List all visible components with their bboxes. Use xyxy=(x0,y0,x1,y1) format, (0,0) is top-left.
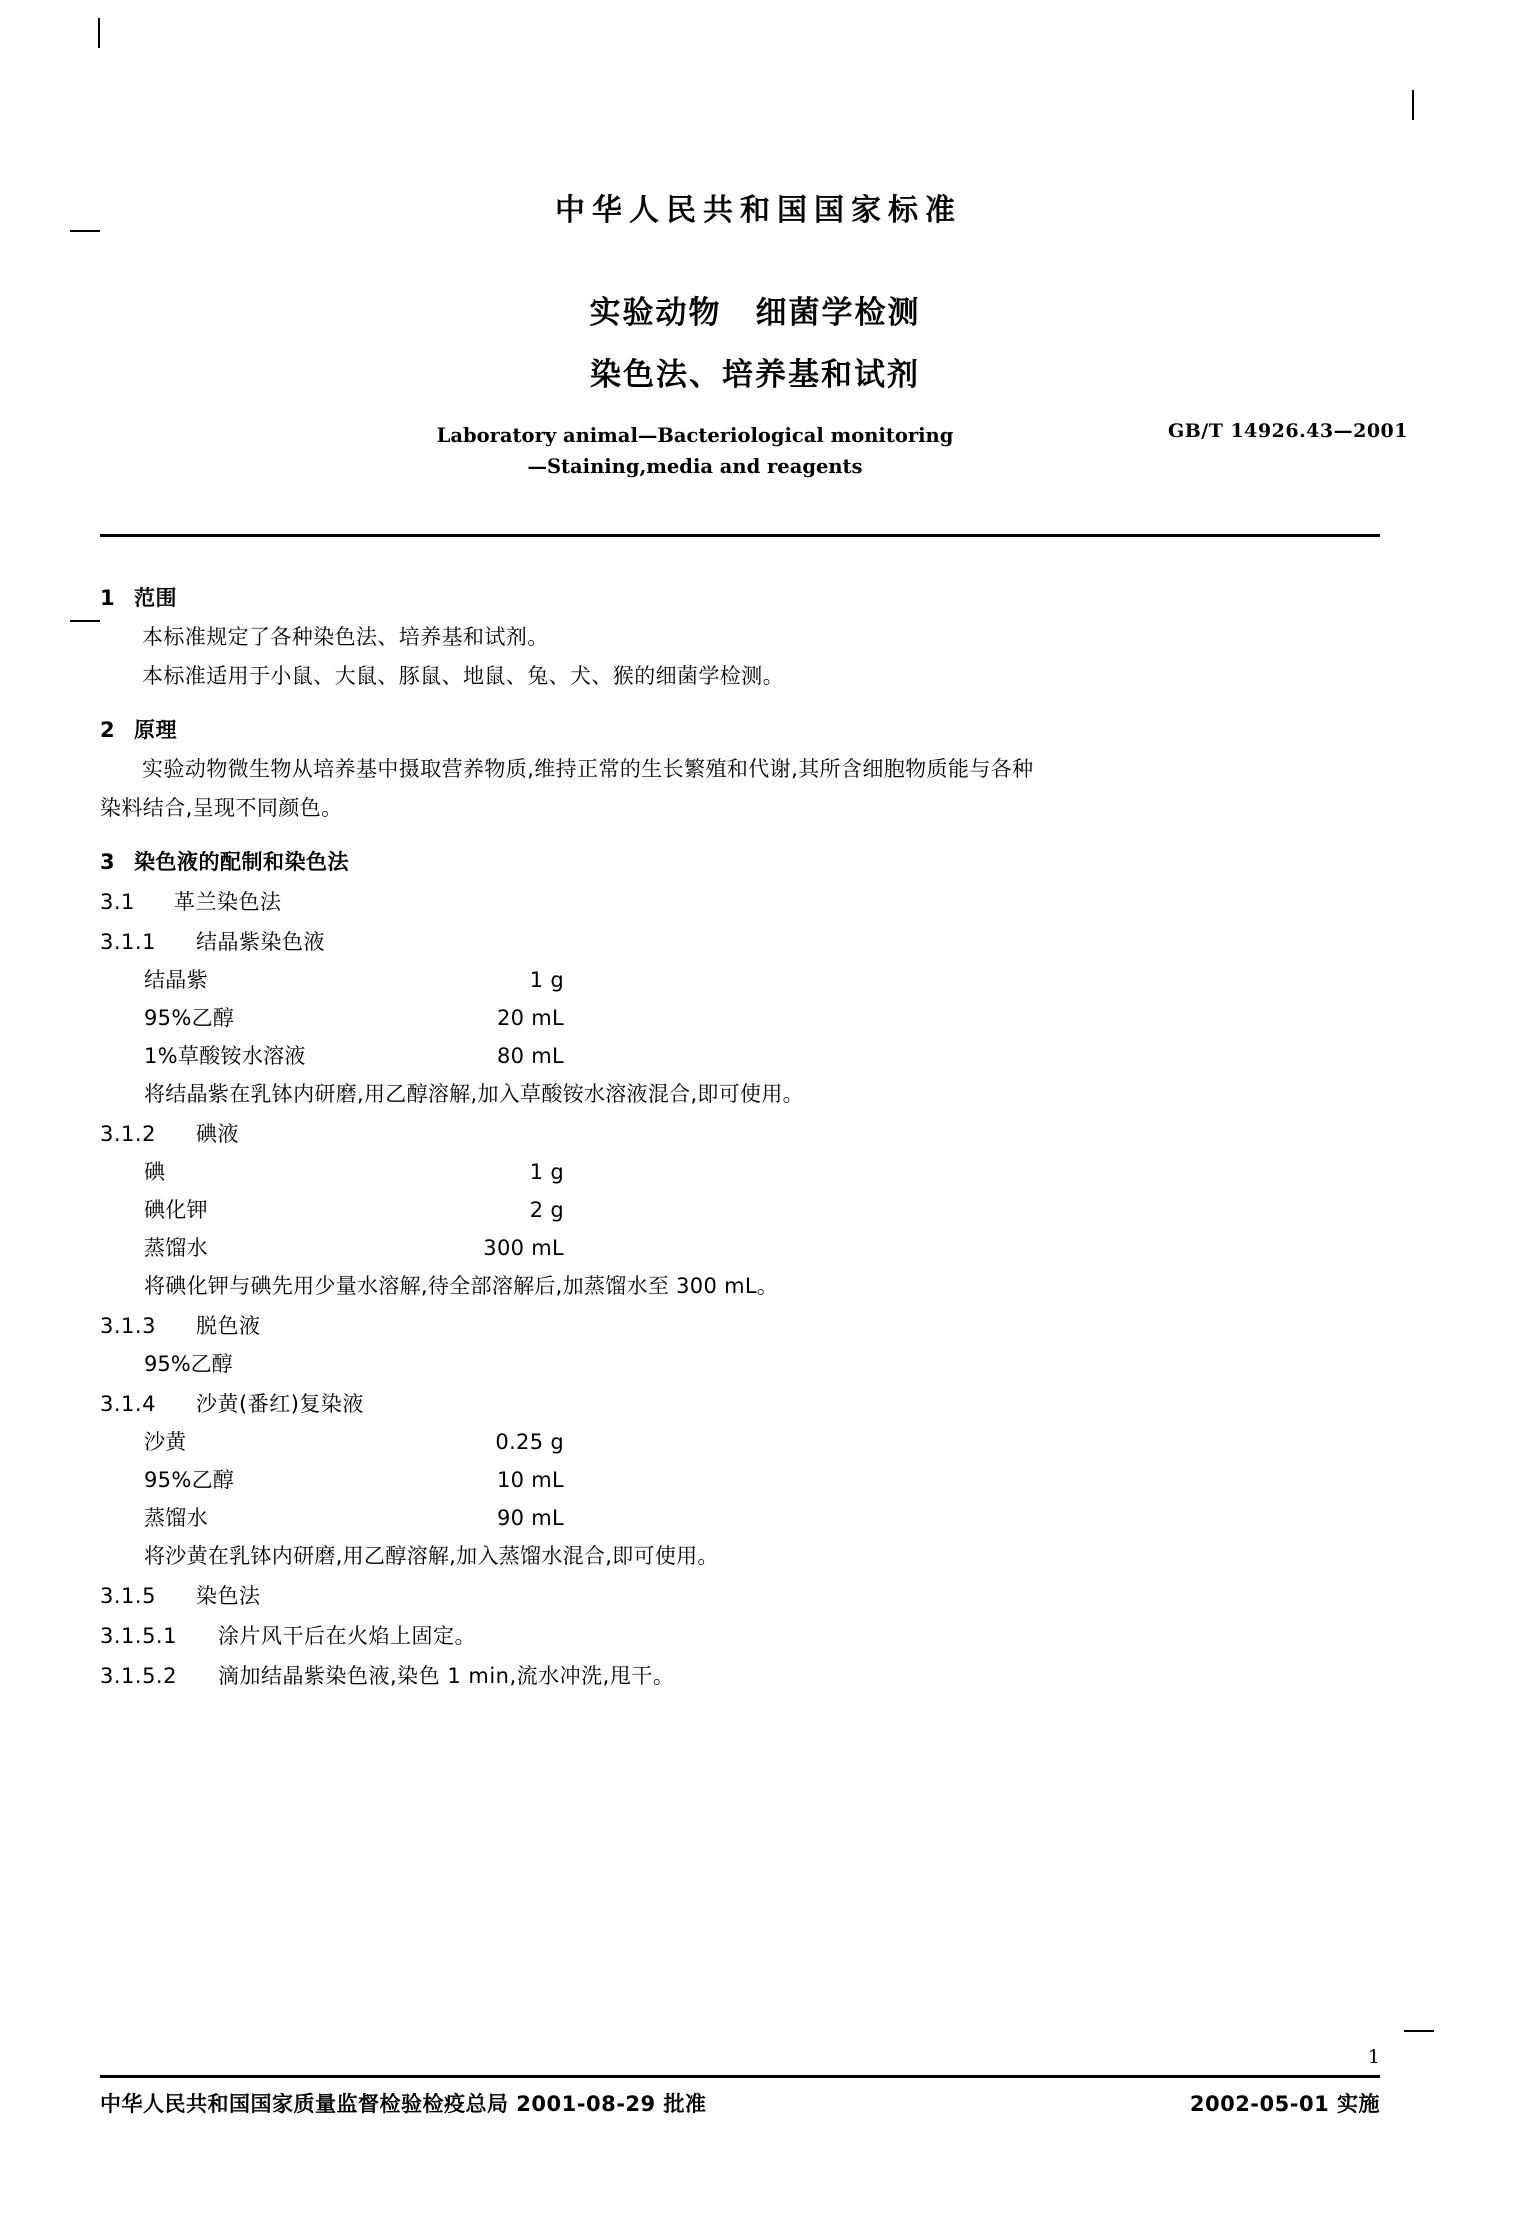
page-number: 1 xyxy=(1367,2046,1380,2068)
clause-3-1-4-title: 沙黄(番红)复染液 xyxy=(196,1392,364,1417)
ingredient-row xyxy=(100,1155,1410,1189)
footer-implementation-text: 2002-05-01 实施 xyxy=(1189,2092,1380,2116)
clause-1-number: 1 xyxy=(100,586,116,610)
clause-2-number: 2 xyxy=(100,718,116,743)
clause-3-1-4-note: 将沙黄在乳钵内研磨,用乙醇溶解,加入蒸馏水混合,即可使用。 xyxy=(144,1544,719,1569)
crop-mark-left-upper xyxy=(70,230,100,232)
title-block xyxy=(100,287,1410,394)
ingredient-amount: 80 mL xyxy=(496,1044,564,1069)
clause-3-1-3-item: 95%乙醇 xyxy=(144,1352,233,1377)
ingredient-amount: 90 mL xyxy=(496,1506,564,1531)
clause-3-heading xyxy=(100,845,1410,879)
ingredient-amount: 0.25 g xyxy=(495,1430,564,1455)
clause-3-1-1-number: 3.1.1 xyxy=(100,930,156,955)
clause-3-1-4-heading xyxy=(100,1387,1410,1421)
ingredient-row xyxy=(100,1039,1410,1073)
national-standard-heading: 中华人民共和国国家标准 xyxy=(555,193,962,228)
ingredient-amount: 1 g xyxy=(529,1160,564,1185)
clause-3-1-5-2-number: 3.1.5.2 xyxy=(100,1664,177,1689)
clause-2-paragraph-1-cont: 染料结合,呈现不同颜色。 xyxy=(100,796,343,821)
clause-3-1-5-2-text: 滴加结晶紫染色液,染色 1 min,流水冲洗,甩干。 xyxy=(218,1664,675,1689)
ingredient-amount: 20 mL xyxy=(496,1006,564,1031)
clause-3-1-title: 革兰染色法 xyxy=(174,890,282,915)
clause-3-1-2-title: 碘液 xyxy=(196,1122,239,1147)
clause-3-1-2-note: 将碘化钾与碘先用少量水溶解,待全部溶解后,加蒸馏水至 300 mL。 xyxy=(144,1274,779,1299)
ingredient-amount: 2 g xyxy=(529,1198,564,1223)
ingredient-amount: 1 g xyxy=(529,968,564,993)
clause-3-1-5-1 xyxy=(100,1619,1410,1653)
clause-3-1-4-number: 3.1.4 xyxy=(100,1392,156,1417)
clause-3-1-5-1-number: 3.1.5.1 xyxy=(100,1624,177,1649)
page-content xyxy=(100,0,1410,1693)
footer-row xyxy=(100,2088,1380,2118)
clause-3-title: 染色液的配制和染色法 xyxy=(134,850,349,875)
ingredient-name: 碘 xyxy=(144,1160,166,1185)
clause-2-heading xyxy=(100,713,1410,747)
standard-number: GB/T 14926.43—2001 xyxy=(1167,420,1408,442)
clause-3-1-5-title: 染色法 xyxy=(196,1584,261,1609)
title-chinese-line-2: 染色法、培养基和试剂 xyxy=(590,357,920,393)
title-english-line-1: Laboratory animal—Bacteriological monitoring xyxy=(436,424,954,447)
clause-2-paragraph-1: 实验动物微生物从培养基中摄取营养物质,维持正常的生长繁殖和代谢,其所含细胞物质能与各种 xyxy=(142,757,1034,782)
clause-3-1-1-note: 将结晶紫在乳钵内研磨,用乙醇溶解,加入草酸铵水溶液混合,即可使用。 xyxy=(144,1082,804,1107)
ingredient-name: 蒸馏水 xyxy=(144,1236,208,1261)
footer-approval-text: 中华人民共和国国家质量监督检验检疫总局 2001-08-29 批准 xyxy=(100,2092,707,2116)
ingredient-name: 蒸馏水 xyxy=(144,1506,208,1531)
document-body xyxy=(100,581,1410,1693)
title-chinese-line-1 xyxy=(100,287,1410,332)
clause-3-1-5-1-text: 涂片风干后在火焰上固定。 xyxy=(218,1624,476,1649)
ingredient-name: 1%草酸铵水溶液 xyxy=(144,1044,306,1069)
clause-3-1-5-2 xyxy=(100,1659,1410,1693)
ingredient-row xyxy=(100,963,1410,997)
ingredient-amount: 300 mL xyxy=(483,1236,564,1261)
clause-3-1-3-heading xyxy=(100,1309,1410,1343)
ingredient-row xyxy=(100,1501,1410,1535)
clause-1-paragraph-1: 本标准规定了各种染色法、培养基和试剂。 xyxy=(142,625,549,650)
clause-3-number: 3 xyxy=(100,850,116,875)
header-divider xyxy=(100,534,1380,537)
ingredient-row xyxy=(100,1425,1410,1459)
clause-3-1-heading xyxy=(100,885,1410,919)
ingredient-row xyxy=(100,1463,1410,1497)
title-english-line-2: —Staining,media and reagents xyxy=(527,455,863,478)
crop-mark-left-lower xyxy=(70,620,100,622)
clause-1-title: 范围 xyxy=(134,586,177,610)
clause-2-title: 原理 xyxy=(134,718,177,743)
ingredient-row xyxy=(100,1231,1410,1265)
clause-3-1-1-heading xyxy=(100,925,1410,959)
ingredient-name: 结晶紫 xyxy=(144,968,208,993)
ingredient-name: 95%乙醇 xyxy=(144,1006,235,1031)
crop-mark-top-right xyxy=(1412,90,1414,120)
crop-mark-right-lower xyxy=(1404,2030,1434,2032)
clause-3-1-5-heading xyxy=(100,1579,1410,1613)
ingredient-name: 碘化钾 xyxy=(144,1198,208,1223)
clause-1-heading xyxy=(100,581,1410,615)
ingredient-name: 95%乙醇 xyxy=(144,1468,235,1493)
ingredient-row xyxy=(100,1001,1410,1035)
clause-3-1-number: 3.1 xyxy=(100,890,135,915)
clause-3-1-2-number: 3.1.2 xyxy=(100,1122,156,1147)
clause-1-paragraph-2: 本标准适用于小鼠、大鼠、豚鼠、地鼠、兔、犬、猴的细菌学检测。 xyxy=(142,664,784,689)
clause-3-1-3-title: 脱色液 xyxy=(196,1314,261,1339)
ingredient-amount: 10 mL xyxy=(496,1468,564,1493)
page-footer xyxy=(100,2046,1380,2118)
title-chinese-part-b: 细菌学检测 xyxy=(755,295,921,331)
ingredient-name: 沙黄 xyxy=(144,1430,187,1455)
footer-divider xyxy=(100,2075,1380,2078)
clause-3-1-1-title: 结晶紫染色液 xyxy=(196,930,325,955)
clause-3-1-2-heading xyxy=(100,1117,1410,1151)
clause-3-1-3-number: 3.1.3 xyxy=(100,1314,156,1339)
clause-3-1-5-number: 3.1.5 xyxy=(100,1584,156,1609)
title-chinese-part-a: 实验动物 xyxy=(589,295,722,331)
ingredient-row xyxy=(100,1193,1410,1227)
